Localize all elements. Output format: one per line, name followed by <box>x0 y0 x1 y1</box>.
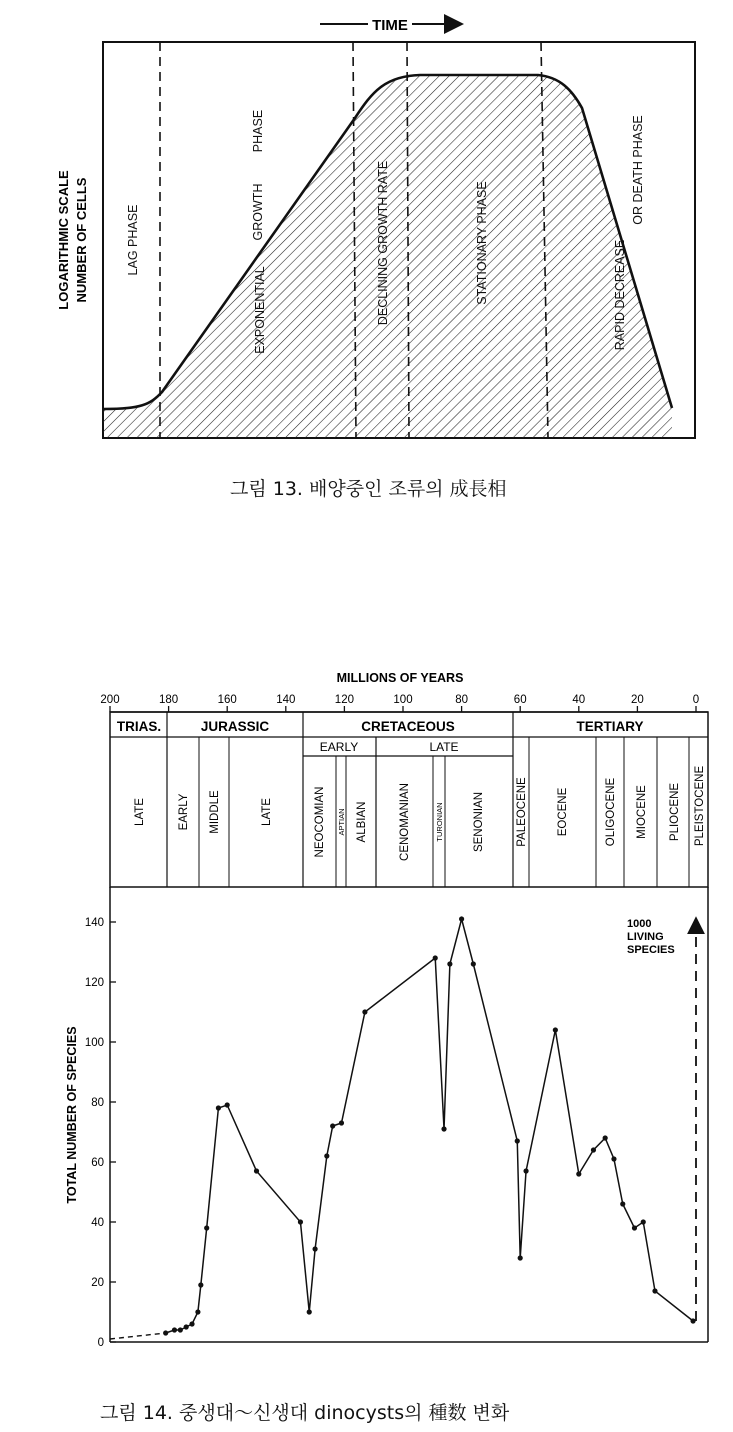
y-axis-ticks <box>85 917 116 1349</box>
data-point <box>620 1201 625 1206</box>
top-tick-label-180: 180 <box>159 694 179 706</box>
figure14 <box>65 671 708 1349</box>
top-tick-label-40: 40 <box>572 694 586 706</box>
y-tick-label-80: 80 <box>91 1097 104 1109</box>
declining-label: DECLINING GROWTH RATE <box>376 160 390 326</box>
top-tick-label-20: 20 <box>631 694 644 706</box>
data-point <box>553 1027 558 1032</box>
annotation-line2: LIVING <box>627 931 664 943</box>
lag-phase-label: LAG PHASE <box>126 204 140 276</box>
data-point <box>324 1153 329 1158</box>
y-tick-label-0: 0 <box>97 1337 104 1349</box>
epoch-cenomanian: CENOMANIAN <box>399 783 411 861</box>
top-tick-label-0: 0 <box>692 694 700 706</box>
y-tick-label-100: 100 <box>84 1037 104 1049</box>
data-point <box>330 1123 335 1128</box>
data-point <box>518 1255 523 1260</box>
epoch-albian: ALBIAN <box>356 801 368 843</box>
rapid-decrease-label: RAPID DECREASE <box>613 239 627 351</box>
data-point <box>198 1282 203 1287</box>
fig13-ylabel-line1: LOGARITHMIC SCALE <box>56 170 71 310</box>
data-point <box>225 1102 230 1107</box>
data-point <box>441 1126 446 1131</box>
top-axis-title: MILLIONS OF YEARS <box>336 671 464 685</box>
data-point <box>632 1225 637 1230</box>
epoch-paleocene: PALEOCENE <box>516 777 528 847</box>
y-tick-label-40: 40 <box>91 1217 104 1229</box>
epoch-neocomian: NEOCOMIAN <box>314 786 326 858</box>
subperiod-early: EARLY <box>319 740 359 754</box>
data-point <box>163 1330 168 1335</box>
species-series <box>110 916 696 1339</box>
species-line <box>166 919 693 1333</box>
period-tertiary: TERTIARY <box>576 719 644 734</box>
top-tick-label-200: 200 <box>100 694 120 706</box>
epoch-senonian: SENONIAN <box>473 791 485 853</box>
fig13-caption: 그림 13. 배양중인 조류의 成長相 <box>230 478 507 500</box>
data-point <box>204 1225 209 1230</box>
death-phase-label: OR DEATH PHASE <box>631 115 645 225</box>
data-point <box>603 1135 608 1140</box>
early-trend-dashed <box>110 1333 166 1339</box>
data-point <box>576 1171 581 1176</box>
y-tick-label-20: 20 <box>91 1277 104 1289</box>
data-point <box>184 1324 189 1329</box>
period-cretaceous: CRETACEOUS <box>361 719 455 734</box>
data-point <box>690 1318 695 1323</box>
time-label: TIME <box>372 17 408 34</box>
growth-label: GROWTH <box>251 183 265 241</box>
data-point <box>307 1309 312 1314</box>
data-point <box>189 1321 194 1326</box>
data-point <box>652 1288 657 1293</box>
annotation-line1: 1000 <box>627 918 652 930</box>
data-point <box>362 1009 367 1014</box>
data-point <box>641 1219 646 1224</box>
data-point <box>195 1309 200 1314</box>
epoch-pliocene: PLIOCENE <box>669 782 681 842</box>
top-tick-label-160: 160 <box>217 694 237 706</box>
top-tick-label-60: 60 <box>513 694 527 706</box>
data-point <box>591 1147 596 1152</box>
epoch-aptian: APTIAN <box>337 808 346 836</box>
data-point <box>313 1246 318 1251</box>
period-trias: TRIAS. <box>116 719 162 734</box>
y-tick-label-60: 60 <box>91 1157 104 1169</box>
data-point <box>172 1327 177 1332</box>
fig14-ylabel: TOTAL NUMBER OF SPECIES <box>65 1026 79 1204</box>
data-point <box>515 1138 520 1143</box>
period-jurassic: JURASSIC <box>200 719 270 734</box>
top-axis-ticks <box>100 694 699 712</box>
data-point <box>433 955 438 960</box>
data-point <box>523 1168 528 1173</box>
data-point <box>339 1120 344 1125</box>
epoch-early: EARLY <box>178 793 190 831</box>
data-point <box>178 1327 183 1332</box>
stationary-label: STATIONARY PHASE <box>475 181 489 305</box>
exponential-label: EXPONENTIAL <box>253 266 267 354</box>
epoch-miocene: MIOCENE <box>636 785 648 839</box>
figure13 <box>56 17 695 438</box>
data-point <box>459 916 464 921</box>
data-point <box>298 1219 303 1224</box>
epoch-turonian: TURONIAN <box>435 802 444 842</box>
top-tick-label-80: 80 <box>455 694 468 706</box>
annotation-line3: SPECIES <box>627 944 675 956</box>
fig13-ylabel-line2: NUMBER OF CELLS <box>74 177 89 303</box>
fig14-caption: 그림 14. 중생대～신생대 dinocysts의 種数 변화 <box>100 1402 510 1424</box>
phase-label: PHASE <box>251 109 265 153</box>
top-tick-label-120: 120 <box>334 694 354 706</box>
data-point <box>216 1105 221 1110</box>
data-point <box>611 1156 616 1161</box>
y-tick-label-140: 140 <box>84 917 104 929</box>
epoch-oligocene: OLIGOCENE <box>605 777 617 847</box>
epoch-middle: MIDDLE <box>209 790 221 834</box>
epoch-jurassic-late: LATE <box>261 798 273 826</box>
subperiod-late: LATE <box>429 740 459 754</box>
epoch-eocene: EOCENE <box>557 787 569 837</box>
top-tick-label-140: 140 <box>276 694 296 706</box>
data-point <box>447 961 452 966</box>
epoch-trias-late: LATE <box>134 798 146 826</box>
top-tick-label-100: 100 <box>393 694 413 706</box>
epoch-pleistocene: PLEISTOCENE <box>694 765 706 847</box>
data-point <box>471 961 476 966</box>
y-tick-label-120: 120 <box>84 977 104 989</box>
data-point <box>254 1168 259 1173</box>
